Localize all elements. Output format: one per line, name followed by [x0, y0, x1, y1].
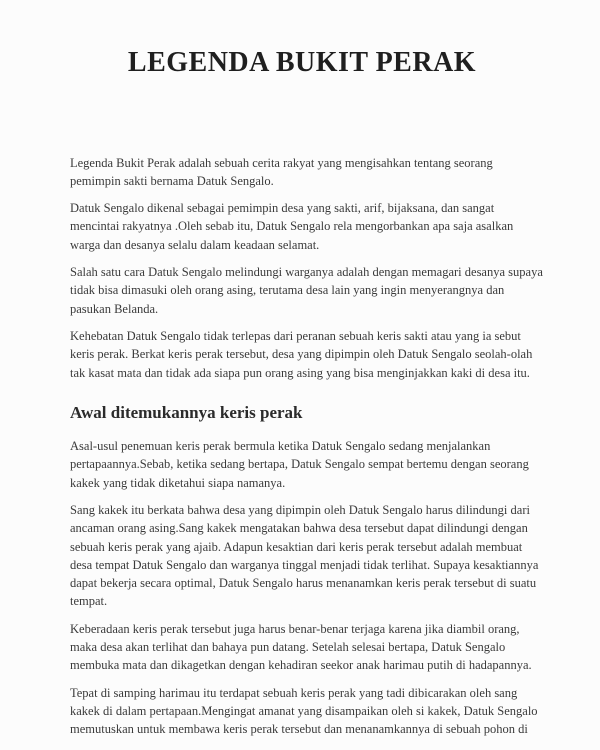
section-heading: Awal ditemukannya keris perak [70, 402, 303, 422]
intro-paragraph-3: Salah satu cara Datuk Sengalo melindungi warganya adalah dengan memagari desanya supaya tidak bisa dimasuki oleh orang asing, terutama desa lain yang ingin menyerangnya dan pasukan Belanda. [70, 265, 543, 316]
section-paragraph-4: Tepat di samping harimau itu terdapat sebuah keris perak yang tadi dibicarakan oleh sang kakek di dalam pertapaan.Mengingat amanat yang disampaikan oleh si kakek, Datuk Sengalo memutuskan untuk membawa keris perak tersebut dan menanamkannya di sebuah pohon di [70, 685, 538, 737]
section-paragraph-1: Asal-usul penemuan keris perak bermula ketika Datuk Sengalo sedang menjalankan pertapaannya.Sebab, ketika sedang bertapa, Datuk Sengalo sempat bertemu dengan seorang kakek yang tidak diketahui siapa namanya. [70, 439, 529, 490]
section-paragraph-3: Keberadaan keris perak tersebut juga harus benar-benar terjaga karena jika diambil orang, maka desa akan terlihat dan bahaya pun datang. Setelah selesai bertapa, Datuk Sengalo membuka mata dan dikagetkan dengan kehadiran seekor anak harimau putih di hadapannya. [70, 621, 532, 673]
section-paragraph-2: Sang kakek itu berkata bahwa desa yang dipimpin oleh Datuk Sengalo harus dilindungi dari ancaman orang asing.Sang kakek mengatakan bahwa desa tersebut dapat dilindungi dengan sebuah keris perak yang ajaib. Adapun kesaktian dari keris perak tersebut adalah membuat desa tempat Datuk Sengalo dan warganya tinggal menjadi tidak terlihat. Supaya kesaktiannya dapat bekerja secara optimal, Datuk Sengalo harus menanamkan keris perak tersebut di suatu tempat. [70, 503, 539, 609]
intro-paragraph-1: Legenda Bukit Perak adalah sebuah cerita rakyat yang mengisahkan tentang seorang pemimpin sakti bernama Datuk Sengalo. [70, 155, 493, 188]
page-title: LEGENDA BUKIT PERAK [127, 47, 477, 78]
document-body [70, 154, 544, 739]
intro-paragraph-2: Datuk Sengalo dikenal sebagai pemimpin desa yang sakti, arif, bijaksana, dan sangat mencintai rakyatnya .Oleh sebab itu, Datuk Sengalo rela mengorbankan apa saja asalkan warga dan desanya selalu dalam keadaan selamat. [70, 201, 514, 252]
intro-paragraph-4: Kehebatan Datuk Sengalo tidak terlepas dari peranan sebuah keris sakti atau yang ia sebut keris perak. Berkat keris perak tersebut, desa yang dipimpin oleh Datuk Sengalo seolah-olah tak kasat mata dan tidak ada siapa pun orang asing yang bisa menginjakkan kaki di desa itu. [70, 328, 533, 380]
